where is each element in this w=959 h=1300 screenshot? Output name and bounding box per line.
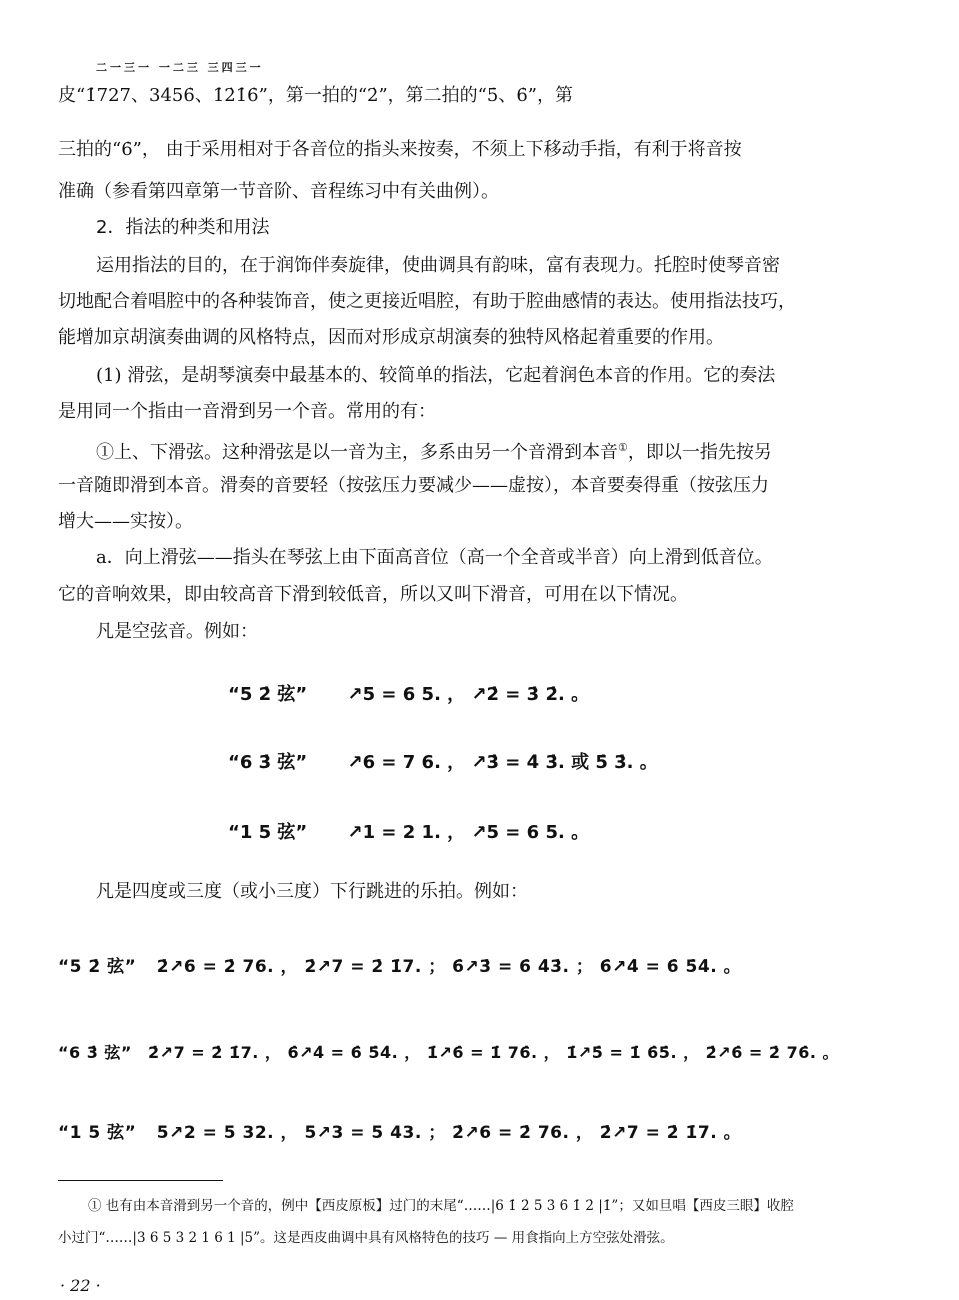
example-label: “5 2̇ 弦” — [228, 684, 308, 705]
body-line-2: 三拍的“6̇”， 由于采用相对于各音位的指头来按奏，不须上下移动手指，有利于将音按 — [58, 139, 742, 160]
paragraph-6: 凡是四度或三度（或小三度）下行跳进的乐拍。例如： — [96, 881, 528, 902]
example-label: “6 3̇ 弦” — [228, 752, 308, 773]
example-notation: 2̇↗7 = 2̇ 1̇7. ， 6̇↗4̇ = 6̇ 5̇4̇. ， 1̇↗6̇ = 1̇ 76̇. ， 1̇↗5̇ = 1̇ 6̇5̇. ， 2̇↗6̇ = 2̇ 76̇. 。 — [148, 1043, 839, 1062]
example-open-1 — [228, 680, 589, 706]
body-line-3: 准确（参看第四章第一节音阶、音程练习中有关曲例）。 — [58, 181, 499, 202]
example-label: “6 3̇ 弦” — [58, 1043, 132, 1062]
example-leap-3 — [58, 1118, 741, 1143]
paragraph-2-line-2: 是用同一个指由一音滑到另一个音。常用的有： — [58, 401, 436, 422]
footnote-divider — [58, 1180, 223, 1181]
example-label: “5 2̇ 弦” — [58, 957, 137, 977]
paragraph-4-line-2: 它的音响效果，即由较高音下滑到较低音，所以又叫下滑音，可用在以下情况。 — [58, 584, 688, 605]
example-notation: ↗6 = 7 6. ， ↗3̇ = 4̇ 3̇. 或 5̇ 3̇. 。 — [347, 752, 658, 773]
paragraph-3-text-end: ，即以一指先按另 — [627, 442, 772, 463]
paragraph-2-line-1: (1) 滑弦，是胡琴演奏中最基本的、较简单的指法，它起着润色本音的作用。它的奏法 — [96, 365, 776, 386]
example-open-2 — [228, 748, 658, 774]
page-number: · 22 · — [60, 1276, 101, 1295]
paragraph-1-line-2: 切地配合着唱腔中的各种装饰音，使之更接近唱腔，有助于腔曲感情的表达。使用指法技巧， — [58, 291, 796, 312]
example-label: “1 5 弦” — [58, 1123, 137, 1143]
paragraph-5: 凡是空弦音。例如： — [96, 621, 258, 642]
paragraph-3-text: ①上、下滑弦。这种滑弦是以一音为主，多系由另一个音滑到本音 — [96, 442, 618, 463]
example-notation: 5↗2 = 5 32. ， 5↗3 = 5 43. ； 2̇↗6 = 2̇ 76. ， 2̇↗7 = 2̇ 1̇7. 。 — [156, 1123, 742, 1143]
paragraph-3-line-3: 增大——实按）。 — [58, 511, 193, 532]
paragraph-1-line-3: 能增加京胡演奏曲调的风格特点，因而对形成京胡演奏的独特风格起着重要的作用。 — [58, 327, 724, 348]
paragraph-3-line-2: 一音随即滑到本音。滑奏的音要轻（按弦压力要减少——虚按），本音要奏得重（按弦压力 — [58, 475, 769, 496]
example-notation: 2̇↗6 = 2̇ 76. ， 2̇↗7 = 2̇ 1̇7. ； 6̇↗3̇ = 6̇ 4̇3̇. ； 6̇↗4̇ = 6̇ 5̇4̇. 。 — [156, 957, 742, 977]
paragraph-1-line-1: 运用指法的目的，在于润饰伴奏旋律，使曲调具有韵味，富有表现力。托腔时使琴音密 — [96, 255, 780, 276]
example-leap-1 — [58, 952, 741, 977]
footnote-line-1: ① 也有由本音滑到另一个音的，例中【西皮原板】过门的末尾“……|6 1̇ 2̇ 5̇ 3̇ 6̇ 1̇ 2̇ |1̇”；又如旦唱【西皮三眼】收腔 — [88, 1198, 794, 1214]
paragraph-3-line-1 — [96, 436, 941, 465]
section-heading: 2．指法的种类和用法 — [96, 217, 270, 238]
example-notation: ↗5 = 6 5. ， ↗2̇ = 3̇ 2̇. 。 — [347, 684, 590, 705]
example-notation: ↗1 = 2 1. ， ↗5 = 6 5. 。 — [347, 822, 590, 843]
example-label: “1 5 弦” — [228, 822, 308, 843]
footnote-line-2: 小过门“……|3 6 5 3 2 1 6 1 |5”。这是西皮曲调中具有风格特色的技巧 — 用食指向上方空弦处滑弦。 — [58, 1230, 674, 1246]
body-line-1: 皮“1̇727、3456̇、1̇2̇1̇6̇”，第一拍的“2̇”，第二拍的“5̇、6̇”，第 — [58, 85, 573, 106]
example-open-3 — [228, 818, 589, 844]
footnote-ref: ① — [618, 441, 628, 454]
paragraph-4-line-1: a．向上滑弦——指头在琴弦上由下面高音位（高一个全音或半音）向上滑到低音位。 — [96, 547, 773, 568]
example-leap-2 — [58, 1040, 839, 1063]
notation-finger-marks: 二一三一 一二三 三四三一 — [96, 61, 264, 74]
